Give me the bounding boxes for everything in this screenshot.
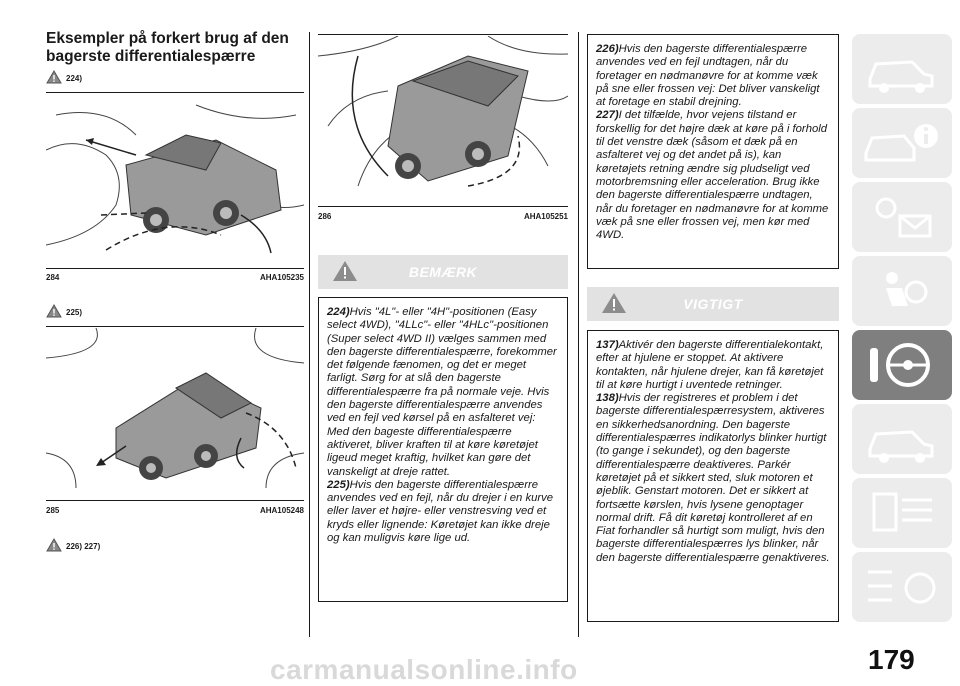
warning-triangle-icon [332,260,358,285]
figure-bottom-rule [46,268,304,269]
figure-286-illustration [318,36,568,204]
note-text: Hvis den bagerste differentialespærre anvendes ved en fejl, når du drejer i en kurve eller laver et højre- eller venstresving ved et kryds eller lignende: Køretøjet kan ikke dreje og kan muligvis køre lige ud. [327,478,554,545]
note-text: Hvis der registreres et problem i det bagerste differentialespærresystem, aktiveres en sikkerhedsanordning. Den bagerste differentialespærres indikatorlys blinker hurtigt (to gange i sekundet), og den bagerste differentialespærre deaktiveres. Parkér køretøjet på et sikkert sted, sluk motoren et øjeblik. Genstart motoren. Det er sikkert at fortsætte kørslen, hvis lysene genoptager normal drift. Få dit køretøj kontrolleret af en Fiat forhandler så hurtigt som muligt, hvis den bagerste differentialespærres lys blinker, når den bagerste differentialespærre genaktiveres. [596,392,830,564]
specifications-list-icon [852,552,952,622]
tab-service[interactable] [852,478,952,548]
important-box-title: VIGTIGT [683,296,743,312]
warning-ref-226-227: 226) 227) [46,538,100,554]
figure-code: AHA105251 [523,212,568,221]
note-text: Aktivér den bagerste differentialekontakt, efter at hjulene er stoppet. At aktivere kontakten, når hjulene drejer, kan få køretøjet til at køre hurtigt i uventede retninger. [596,339,824,391]
figure-285-illustration [46,328,304,498]
figure-code: AHA105235 [259,273,304,282]
warning-triangle-icon [46,538,62,554]
warning-ref-225: 225) [46,304,82,320]
page-number: 179 [868,644,915,675]
page-title: Eksempler på forkert brug af den bagerste differentialespærre [46,30,289,65]
note-box-header [318,255,568,289]
tab-dashboard[interactable] [852,34,952,104]
warning-triangle-icon [46,304,62,320]
figure-286-caption [318,212,568,221]
car-service-icon [852,478,952,548]
figure-number: 285 [46,506,60,515]
note-number: 137) [596,339,619,351]
figure-top-rule [46,92,304,93]
figure-number: 284 [46,273,60,282]
note-number: 138) [596,392,619,405]
note-box-continued [587,34,839,269]
figure-284-caption [46,273,304,282]
figure-bottom-rule [318,206,568,207]
tab-emergency[interactable] [852,404,952,474]
warning-triangle-icon [46,70,62,86]
watermark: carmanualsonline.info [270,654,578,685]
note-number: 226) [596,43,619,55]
tab-warning-lights[interactable] [852,182,952,252]
warning-triangle-icon [601,292,627,317]
car-breakdown-icon [852,404,952,474]
important-box-header [587,287,839,321]
car-info-icon [852,108,952,178]
figure-top-rule [46,326,304,327]
column-divider [578,32,579,637]
note-text: I det tilfælde, hvor vejens tilstand er forskellig for det højre dæk at køre på i forhold til det venstre dæk (såsom et dæk på en asfalteret vej og det andet på is), kan køretøjets retning ændre sig pludseligt ved motorbremsning eller acceleration. Brug ikke den bagerste differentialespærre undtagen, når du foretager en nødmanøvre for at komme væk på sne eller frossen vej, men kør med 4WD. [596,109,829,242]
figure-bottom-rule [46,500,304,501]
tab-starting-driving[interactable] [852,330,952,400]
column-divider [309,32,310,637]
important-box [587,330,839,622]
car-dashboard-icon [852,34,952,104]
key-steering-wheel-icon [852,330,952,400]
note-box [318,297,568,602]
airbag-person-icon [852,256,952,326]
figure-284-illustration [46,95,304,265]
figure-code: AHA105248 [259,506,304,515]
tab-specifications[interactable] [852,552,952,622]
figure-number: 286 [318,212,332,221]
figure-285-caption [46,506,304,515]
warning-lights-mail-icon [852,182,952,252]
note-text: Hvis den bagerste differentialespærre anvendes ved en fejl undtagen, når du foretager en nødmanøvre for at komme væk på sne eller frossen vej: Det bliver vanskeligt at foretage en stabil drejning. [596,43,820,109]
figure-top-rule [318,34,568,35]
note-number: 224) [327,306,350,318]
note-number: 227) [596,109,619,122]
tab-car-info[interactable] [852,108,952,178]
note-box-title: BEMÆRK [408,264,478,280]
note-number: 225) [327,478,350,491]
note-text: Hvis "4L"- eller "4H"-positionen (Easy select 4WD), "4LLc"- eller "4HLc"-positionen (Super select 4WD II) vælges sammen med den bagerste differentialespærre, forekommer det følgende fænomen, og det er meget farligt. Sørg for at slå den bagerste differentialespærre fra på normale veje. Hvis den bagerste differentialespærre anvendes ved en fejl ved kørsel på en asfalteret vej: Med den bageste differentialespærre aktiveret, bliver kraften til at køre køretøjet ligeud meget kraftig, hvilket kan gøre det vanskeligt at dreje rattet. [327,306,557,478]
warning-ref-224: 224) [46,70,82,86]
tab-safety[interactable] [852,256,952,326]
